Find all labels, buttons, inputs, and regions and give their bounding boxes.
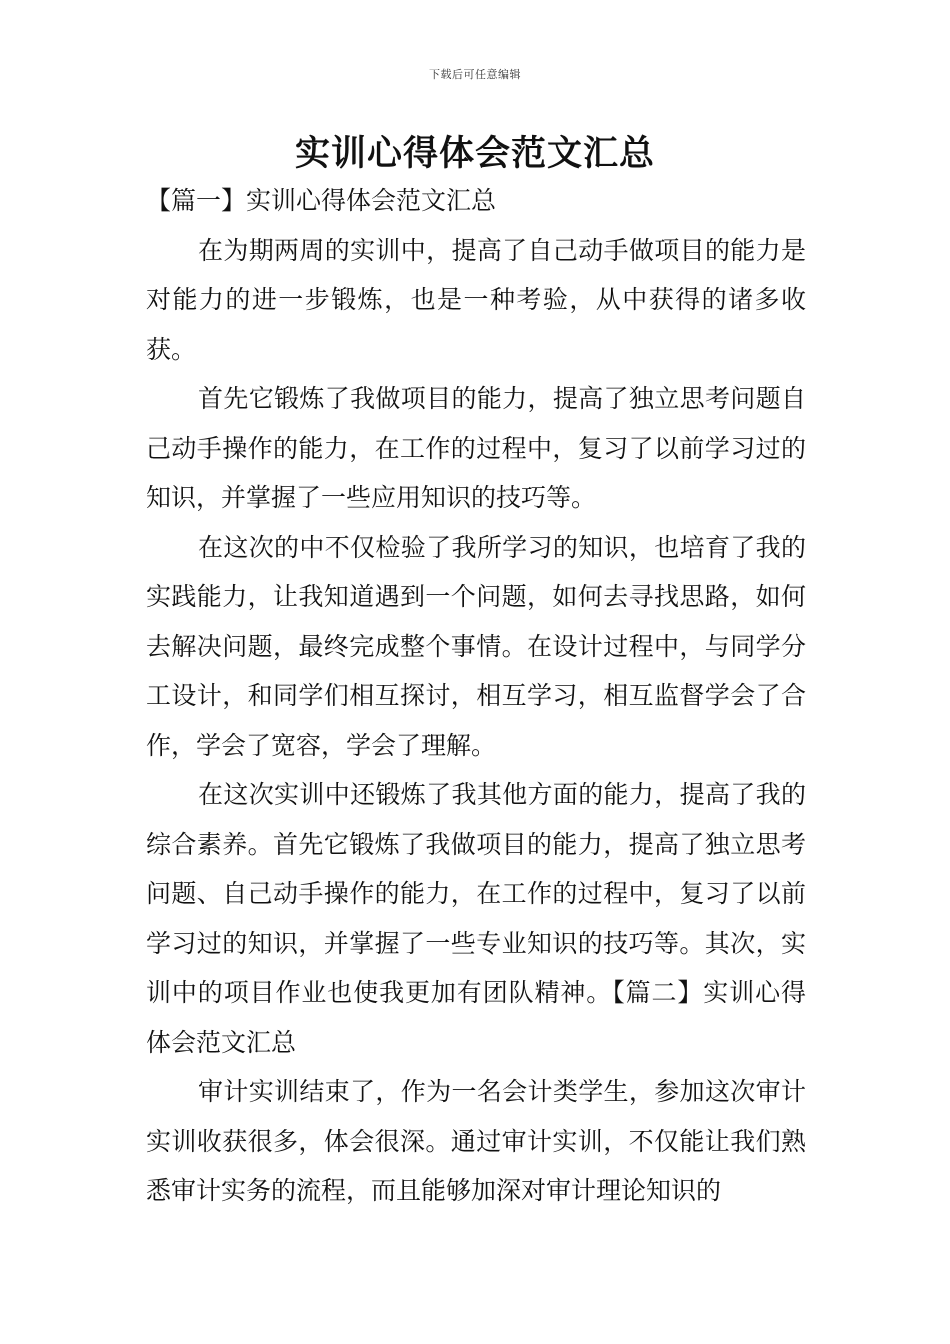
- document-body: [146, 176, 806, 1216]
- paragraph-5: 审计实训结束了，作为一名会计类学生，参加这次审计实训收获很多，体会很深。通过审计实训，不仅能让我们熟悉审计实务的流程，而且能够加深对审计理论知识的: [146, 1077, 806, 1205]
- paragraph-2: 首先它锻炼了我做项目的能力，提高了独立思考问题自己动手操作的能力，在工作的过程中，复习了以前学习过的知识，并掌握了一些应用知识的技巧等。: [146, 384, 806, 512]
- paragraph-1: 在为期两周的实训中，提高了自己动手做项目的能力是对能力的进一步锻炼，也是一种考验，从中获得的诸多收获。: [146, 235, 806, 364]
- paragraph-3: 在这次的中不仅检验了我所学习的知识，也培育了我的实践能力，让我知道遇到一个问题，如何去寻找思路，如何去解决问题，最终完成整个事情。在设计过程中，与同学分工设计，和同学们相互探讨，相互学习，相互监督学会了合作，学会了宽容，学会了理解。: [146, 532, 806, 760]
- header-note: 下载后可任意编辑: [429, 68, 521, 81]
- section-heading-1: 【篇一】实训心得体会范文汇总: [146, 186, 497, 215]
- document-title: 实训心得体会范文汇总: [294, 133, 655, 174]
- paragraph-4: 在这次实训中还锻炼了我其他方面的能力，提高了我的综合素养。首先它锻炼了我做项目的能力，提高了独立思考问题、自己动手操作的能力，在工作的过程中，复习了以前学习过的知识，并掌握了一些专业知识的技巧等。其次，实训中的项目作业也使我更加有团队精神。【篇二】实训心得体会范文汇总: [146, 780, 806, 1057]
